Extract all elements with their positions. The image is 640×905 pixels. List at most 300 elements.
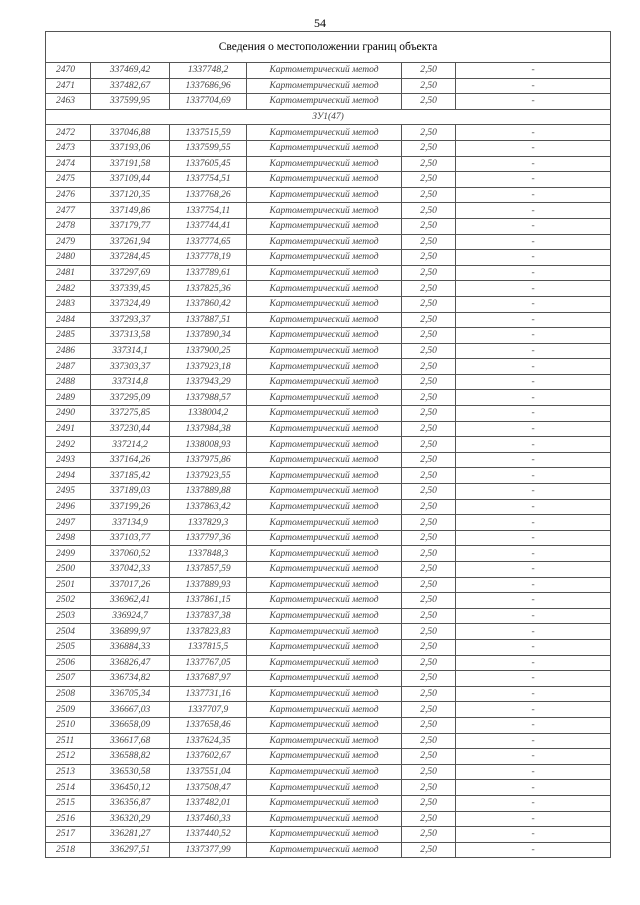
method-cell: Картометрический метод — [247, 780, 402, 796]
point-number-cell: 2515 — [46, 795, 91, 811]
point-number-cell: 2495 — [46, 484, 91, 500]
accuracy-cell: 2,50 — [402, 515, 456, 531]
table-row — [46, 764, 611, 780]
x-coordinate-cell: 336297,51 — [91, 842, 170, 858]
accuracy-cell: 2,50 — [402, 390, 456, 406]
x-coordinate-cell: 336588,82 — [91, 749, 170, 765]
accuracy-cell: 2,50 — [402, 842, 456, 858]
x-coordinate-cell: 337189,03 — [91, 484, 170, 500]
table-row — [46, 842, 611, 858]
accuracy-cell: 2,50 — [402, 499, 456, 515]
point-number-cell: 2492 — [46, 437, 91, 453]
note-cell: - — [456, 250, 611, 266]
table-row — [46, 484, 611, 500]
point-number-cell: 2479 — [46, 234, 91, 250]
x-coordinate-cell: 337134,9 — [91, 515, 170, 531]
point-number-cell: 2518 — [46, 842, 91, 858]
x-coordinate-cell: 337313,58 — [91, 328, 170, 344]
note-cell: - — [456, 577, 611, 593]
accuracy-cell: 2,50 — [402, 577, 456, 593]
accuracy-cell: 2,50 — [402, 702, 456, 718]
point-number-cell: 2483 — [46, 296, 91, 312]
note-cell: - — [456, 795, 611, 811]
table-row — [46, 562, 611, 578]
point-number-cell: 2509 — [46, 702, 91, 718]
note-cell: - — [456, 608, 611, 624]
method-cell: Картометрический метод — [247, 125, 402, 141]
x-coordinate-cell: 336924,7 — [91, 608, 170, 624]
note-cell: - — [456, 671, 611, 687]
point-number-cell: 2470 — [46, 63, 91, 79]
y-coordinate-cell: 1337767,05 — [170, 655, 247, 671]
x-coordinate-cell: 336705,34 — [91, 686, 170, 702]
x-coordinate-cell: 337120,35 — [91, 187, 170, 203]
accuracy-cell: 2,50 — [402, 250, 456, 266]
x-coordinate-cell: 337230,44 — [91, 421, 170, 437]
note-cell: - — [456, 842, 611, 858]
table-row — [46, 671, 611, 687]
x-coordinate-cell: 336356,87 — [91, 795, 170, 811]
x-coordinate-cell: 337314,1 — [91, 343, 170, 359]
point-number-cell: 2488 — [46, 374, 91, 390]
accuracy-cell: 2,50 — [402, 125, 456, 141]
point-number-cell: 2505 — [46, 639, 91, 655]
y-coordinate-cell: 1337774,65 — [170, 234, 247, 250]
point-number-cell: 2489 — [46, 390, 91, 406]
note-cell: - — [456, 452, 611, 468]
accuracy-cell: 2,50 — [402, 484, 456, 500]
point-number-cell: 2514 — [46, 780, 91, 796]
y-coordinate-cell: 1337889,93 — [170, 577, 247, 593]
accuracy-cell: 2,50 — [402, 218, 456, 234]
table-row — [46, 328, 611, 344]
accuracy-cell: 2,50 — [402, 406, 456, 422]
x-coordinate-cell: 337482,67 — [91, 78, 170, 94]
accuracy-cell: 2,50 — [402, 343, 456, 359]
method-cell: Картометрический метод — [247, 452, 402, 468]
accuracy-cell: 2,50 — [402, 562, 456, 578]
point-number-cell: 2496 — [46, 499, 91, 515]
note-cell: - — [456, 639, 611, 655]
y-coordinate-cell: 1337704,69 — [170, 94, 247, 110]
accuracy-cell: 2,50 — [402, 156, 456, 172]
x-coordinate-cell: 336962,41 — [91, 593, 170, 609]
method-cell: Картометрический метод — [247, 686, 402, 702]
note-cell: - — [456, 733, 611, 749]
accuracy-cell: 2,50 — [402, 468, 456, 484]
method-cell: Картометрический метод — [247, 733, 402, 749]
method-cell: Картометрический метод — [247, 515, 402, 531]
y-coordinate-cell: 1337863,42 — [170, 499, 247, 515]
y-coordinate-cell: 1337900,25 — [170, 343, 247, 359]
note-cell: - — [456, 624, 611, 640]
page-number: 54 — [314, 16, 326, 30]
table-row — [46, 577, 611, 593]
table-row — [46, 639, 611, 655]
method-cell: Картометрический метод — [247, 671, 402, 687]
x-coordinate-cell: 337060,52 — [91, 546, 170, 562]
method-cell: Картометрический метод — [247, 265, 402, 281]
method-cell: Картометрический метод — [247, 234, 402, 250]
note-cell: - — [456, 655, 611, 671]
note-cell: - — [456, 359, 611, 375]
method-cell: Картометрический метод — [247, 562, 402, 578]
accuracy-cell: 2,50 — [402, 172, 456, 188]
table-row — [46, 343, 611, 359]
y-coordinate-cell: 1337860,42 — [170, 296, 247, 312]
x-coordinate-cell: 336658,09 — [91, 717, 170, 733]
y-coordinate-cell: 1337551,04 — [170, 764, 247, 780]
point-number-cell: 2476 — [46, 187, 91, 203]
note-cell: - — [456, 328, 611, 344]
x-coordinate-cell: 337109,44 — [91, 172, 170, 188]
point-number-cell: 2498 — [46, 530, 91, 546]
point-number-cell: 2500 — [46, 562, 91, 578]
point-number-cell: 2507 — [46, 671, 91, 687]
x-coordinate-cell: 337275,85 — [91, 406, 170, 422]
note-cell: - — [456, 515, 611, 531]
note-cell: - — [456, 390, 611, 406]
method-cell: Картометрический метод — [247, 624, 402, 640]
point-number-cell: 2508 — [46, 686, 91, 702]
method-cell: Картометрический метод — [247, 437, 402, 453]
accuracy-cell: 2,50 — [402, 203, 456, 219]
y-coordinate-cell: 1337731,16 — [170, 686, 247, 702]
point-number-cell: 2493 — [46, 452, 91, 468]
table-row — [46, 234, 611, 250]
y-coordinate-cell: 1337778,19 — [170, 250, 247, 266]
method-cell: Картометрический метод — [247, 312, 402, 328]
point-number-cell: 2475 — [46, 172, 91, 188]
note-cell: - — [456, 499, 611, 515]
x-coordinate-cell: 336450,12 — [91, 780, 170, 796]
x-coordinate-cell: 336734,82 — [91, 671, 170, 687]
y-coordinate-cell: 1337377,99 — [170, 842, 247, 858]
method-cell: Картометрический метод — [247, 749, 402, 765]
y-coordinate-cell: 1337988,57 — [170, 390, 247, 406]
table-row — [46, 312, 611, 328]
accuracy-cell: 2,50 — [402, 749, 456, 765]
x-coordinate-cell: 336884,33 — [91, 639, 170, 655]
accuracy-cell: 2,50 — [402, 717, 456, 733]
accuracy-cell: 2,50 — [402, 530, 456, 546]
method-cell: Картометрический метод — [247, 281, 402, 297]
y-coordinate-cell: 1337848,3 — [170, 546, 247, 562]
accuracy-cell: 2,50 — [402, 655, 456, 671]
table-row — [46, 94, 611, 110]
x-coordinate-cell: 337214,2 — [91, 437, 170, 453]
table-row — [46, 125, 611, 141]
point-number-cell: 2506 — [46, 655, 91, 671]
accuracy-cell: 2,50 — [402, 234, 456, 250]
point-number-cell: 2491 — [46, 421, 91, 437]
x-coordinate-cell: 336899,97 — [91, 624, 170, 640]
y-coordinate-cell: 1337923,55 — [170, 468, 247, 484]
x-coordinate-cell: 337179,77 — [91, 218, 170, 234]
point-number-cell: 2472 — [46, 125, 91, 141]
method-cell: Картометрический метод — [247, 218, 402, 234]
section-label: ЗУ1(47) — [46, 109, 611, 125]
note-cell: - — [456, 749, 611, 765]
method-cell: Картометрический метод — [247, 577, 402, 593]
x-coordinate-cell: 337295,09 — [91, 390, 170, 406]
point-number-cell: 2513 — [46, 764, 91, 780]
y-coordinate-cell: 1337984,38 — [170, 421, 247, 437]
point-number-cell: 2512 — [46, 749, 91, 765]
table-row — [46, 359, 611, 375]
note-cell: - — [456, 764, 611, 780]
note-cell: - — [456, 593, 611, 609]
method-cell: Картометрический метод — [247, 406, 402, 422]
table-row — [46, 468, 611, 484]
method-cell: Картометрический метод — [247, 764, 402, 780]
accuracy-cell: 2,50 — [402, 827, 456, 843]
note-cell: - — [456, 312, 611, 328]
table-row — [46, 515, 611, 531]
table-row — [46, 733, 611, 749]
method-cell: Картометрический метод — [247, 530, 402, 546]
point-number-cell: 2481 — [46, 265, 91, 281]
note-cell: - — [456, 406, 611, 422]
note-cell: - — [456, 203, 611, 219]
note-cell: - — [456, 484, 611, 500]
method-cell: Картометрический метод — [247, 421, 402, 437]
x-coordinate-cell: 337164,26 — [91, 452, 170, 468]
y-coordinate-cell: 1337837,38 — [170, 608, 247, 624]
method-cell: Картометрический метод — [247, 63, 402, 79]
x-coordinate-cell: 337046,88 — [91, 125, 170, 141]
point-number-cell: 2474 — [46, 156, 91, 172]
boundary-coordinates-table — [45, 31, 611, 858]
accuracy-cell: 2,50 — [402, 593, 456, 609]
y-coordinate-cell: 1337797,36 — [170, 530, 247, 546]
method-cell: Картометрический метод — [247, 328, 402, 344]
accuracy-cell: 2,50 — [402, 374, 456, 390]
point-number-cell: 2463 — [46, 94, 91, 110]
accuracy-cell: 2,50 — [402, 94, 456, 110]
method-cell: Картометрический метод — [247, 94, 402, 110]
y-coordinate-cell: 1337861,15 — [170, 593, 247, 609]
point-number-cell: 2485 — [46, 328, 91, 344]
method-cell: Картометрический метод — [247, 359, 402, 375]
accuracy-cell: 2,50 — [402, 312, 456, 328]
accuracy-cell: 2,50 — [402, 437, 456, 453]
point-number-cell: 2494 — [46, 468, 91, 484]
accuracy-cell: 2,50 — [402, 281, 456, 297]
x-coordinate-cell: 337293,37 — [91, 312, 170, 328]
point-number-cell: 2510 — [46, 717, 91, 733]
x-coordinate-cell: 337469,42 — [91, 63, 170, 79]
note-cell: - — [456, 265, 611, 281]
table-row — [46, 421, 611, 437]
accuracy-cell: 2,50 — [402, 780, 456, 796]
y-coordinate-cell: 1337460,33 — [170, 811, 247, 827]
method-cell: Картометрический метод — [247, 811, 402, 827]
point-number-cell: 2471 — [46, 78, 91, 94]
table-row — [46, 499, 611, 515]
accuracy-cell: 2,50 — [402, 359, 456, 375]
note-cell: - — [456, 717, 611, 733]
table-row — [46, 250, 611, 266]
table-row — [46, 265, 611, 281]
y-coordinate-cell: 1337829,3 — [170, 515, 247, 531]
method-cell: Картометрический метод — [247, 187, 402, 203]
table-row — [46, 406, 611, 422]
y-coordinate-cell: 1337823,83 — [170, 624, 247, 640]
method-cell: Картометрический метод — [247, 639, 402, 655]
table-row — [46, 172, 611, 188]
point-number-cell: 2503 — [46, 608, 91, 624]
point-number-cell: 2480 — [46, 250, 91, 266]
accuracy-cell: 2,50 — [402, 639, 456, 655]
y-coordinate-cell: 1337508,47 — [170, 780, 247, 796]
accuracy-cell: 2,50 — [402, 78, 456, 94]
x-coordinate-cell: 337339,45 — [91, 281, 170, 297]
accuracy-cell: 2,50 — [402, 686, 456, 702]
table-row — [46, 717, 611, 733]
x-coordinate-cell: 336320,29 — [91, 811, 170, 827]
method-cell: Картометрический метод — [247, 250, 402, 266]
table-row — [46, 702, 611, 718]
y-coordinate-cell: 1337975,86 — [170, 452, 247, 468]
table-row — [46, 156, 611, 172]
method-cell: Картометрический метод — [247, 468, 402, 484]
table-row — [46, 187, 611, 203]
table-row — [46, 749, 611, 765]
note-cell: - — [456, 187, 611, 203]
y-coordinate-cell: 1337889,88 — [170, 484, 247, 500]
y-coordinate-cell: 1337599,55 — [170, 140, 247, 156]
method-cell: Картометрический метод — [247, 140, 402, 156]
table-row — [46, 140, 611, 156]
x-coordinate-cell: 337185,42 — [91, 468, 170, 484]
x-coordinate-cell: 336667,03 — [91, 702, 170, 718]
method-cell: Картометрический метод — [247, 156, 402, 172]
x-coordinate-cell: 337303,37 — [91, 359, 170, 375]
x-coordinate-cell: 337042,33 — [91, 562, 170, 578]
x-coordinate-cell: 337599,95 — [91, 94, 170, 110]
note-cell: - — [456, 281, 611, 297]
y-coordinate-cell: 1337744,41 — [170, 218, 247, 234]
table-row — [46, 281, 611, 297]
x-coordinate-cell: 336826,47 — [91, 655, 170, 671]
note-cell: - — [456, 562, 611, 578]
y-coordinate-cell: 1337707,9 — [170, 702, 247, 718]
method-cell: Картометрический метод — [247, 655, 402, 671]
note-cell: - — [456, 780, 611, 796]
table-row — [46, 686, 611, 702]
point-number-cell: 2482 — [46, 281, 91, 297]
accuracy-cell: 2,50 — [402, 546, 456, 562]
accuracy-cell: 2,50 — [402, 811, 456, 827]
y-coordinate-cell: 1337887,51 — [170, 312, 247, 328]
note-cell: - — [456, 530, 611, 546]
method-cell: Картометрический метод — [247, 593, 402, 609]
accuracy-cell: 2,50 — [402, 608, 456, 624]
accuracy-cell: 2,50 — [402, 624, 456, 640]
note-cell: - — [456, 125, 611, 141]
point-number-cell: 2487 — [46, 359, 91, 375]
table-row — [46, 624, 611, 640]
note-cell: - — [456, 218, 611, 234]
accuracy-cell: 2,50 — [402, 671, 456, 687]
y-coordinate-cell: 1337515,59 — [170, 125, 247, 141]
accuracy-cell: 2,50 — [402, 187, 456, 203]
y-coordinate-cell: 1337754,51 — [170, 172, 247, 188]
y-coordinate-cell: 1337825,36 — [170, 281, 247, 297]
note-cell: - — [456, 63, 611, 79]
accuracy-cell: 2,50 — [402, 140, 456, 156]
accuracy-cell: 2,50 — [402, 795, 456, 811]
point-number-cell: 2478 — [46, 218, 91, 234]
y-coordinate-cell: 1337658,46 — [170, 717, 247, 733]
table-row — [46, 296, 611, 312]
note-cell: - — [456, 686, 611, 702]
y-coordinate-cell: 1337923,18 — [170, 359, 247, 375]
note-cell: - — [456, 702, 611, 718]
method-cell: Картометрический метод — [247, 842, 402, 858]
table-row — [46, 811, 611, 827]
table-row — [46, 63, 611, 79]
x-coordinate-cell: 337284,45 — [91, 250, 170, 266]
table-row — [46, 795, 611, 811]
table-row — [46, 593, 611, 609]
accuracy-cell: 2,50 — [402, 63, 456, 79]
table-row — [46, 546, 611, 562]
x-coordinate-cell: 337314,8 — [91, 374, 170, 390]
note-cell: - — [456, 156, 611, 172]
point-number-cell: 2473 — [46, 140, 91, 156]
method-cell: Картометрический метод — [247, 827, 402, 843]
table-row — [46, 203, 611, 219]
accuracy-cell: 2,50 — [402, 733, 456, 749]
x-coordinate-cell: 337193,06 — [91, 140, 170, 156]
method-cell: Картометрический метод — [247, 499, 402, 515]
accuracy-cell: 2,50 — [402, 328, 456, 344]
point-number-cell: 2502 — [46, 593, 91, 609]
y-coordinate-cell: 1337754,11 — [170, 203, 247, 219]
point-number-cell: 2477 — [46, 203, 91, 219]
method-cell: Картометрический метод — [247, 374, 402, 390]
method-cell: Картометрический метод — [247, 390, 402, 406]
y-coordinate-cell: 1337686,96 — [170, 78, 247, 94]
point-number-cell: 2516 — [46, 811, 91, 827]
method-cell: Картометрический метод — [247, 296, 402, 312]
x-coordinate-cell: 336617,68 — [91, 733, 170, 749]
table-row — [46, 78, 611, 94]
note-cell: - — [456, 78, 611, 94]
method-cell: Картометрический метод — [247, 484, 402, 500]
method-cell: Картометрический метод — [247, 546, 402, 562]
x-coordinate-cell: 337199,26 — [91, 499, 170, 515]
y-coordinate-cell: 1338008,93 — [170, 437, 247, 453]
table-row — [46, 374, 611, 390]
accuracy-cell: 2,50 — [402, 421, 456, 437]
point-number-cell: 2504 — [46, 624, 91, 640]
y-coordinate-cell: 1337890,34 — [170, 328, 247, 344]
accuracy-cell: 2,50 — [402, 265, 456, 281]
accuracy-cell: 2,50 — [402, 452, 456, 468]
note-cell: - — [456, 234, 611, 250]
note-cell: - — [456, 811, 611, 827]
note-cell: - — [456, 827, 611, 843]
table-row — [46, 530, 611, 546]
x-coordinate-cell: 337191,58 — [91, 156, 170, 172]
note-cell: - — [456, 296, 611, 312]
point-number-cell: 2511 — [46, 733, 91, 749]
table-row — [46, 437, 611, 453]
note-cell: - — [456, 468, 611, 484]
